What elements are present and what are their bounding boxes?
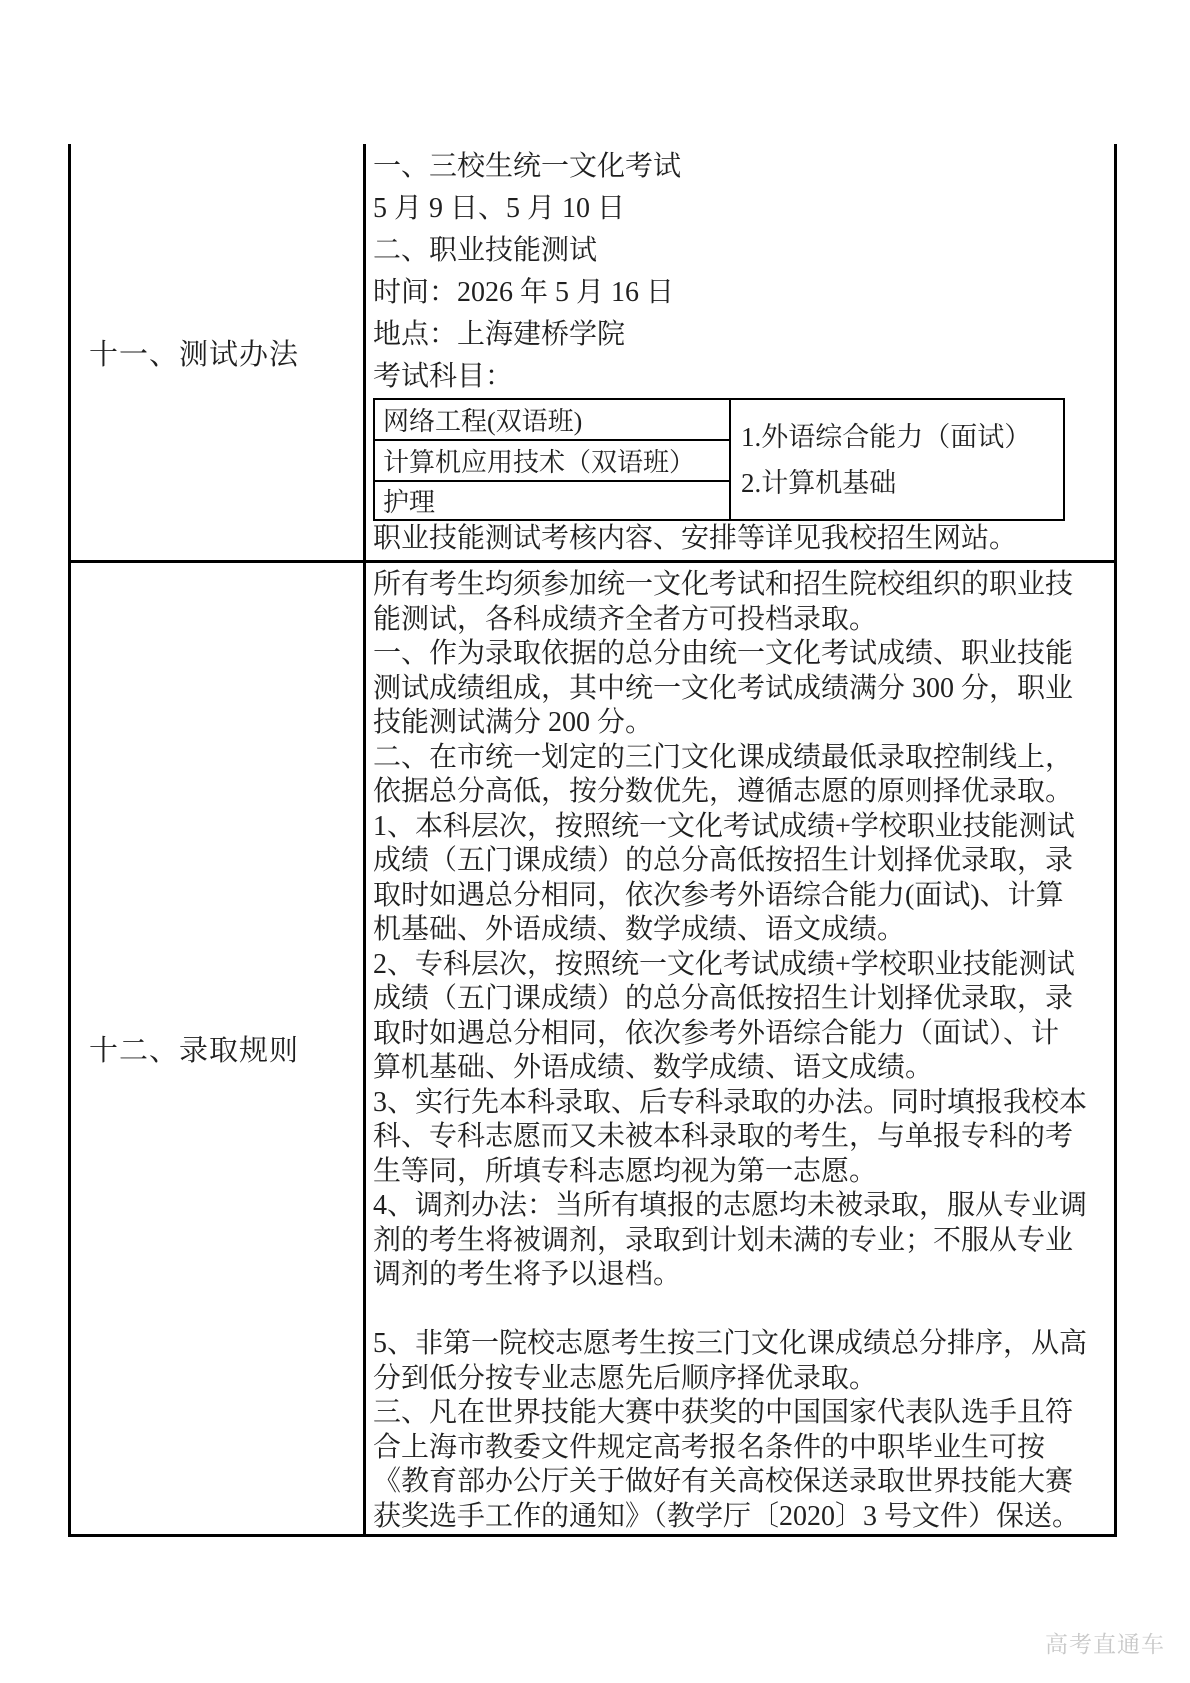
text-line: 算机基础、外语成绩、数学成绩、语文成绩。 [373, 1052, 934, 1083]
row-label-admission-rules: 十二、录取规则 [71, 563, 366, 1534]
text-line: 剂的考生将被调剂，录取到计划未满的专业；不服从专业 [373, 1224, 1074, 1256]
admission-table [68, 144, 1117, 1537]
text-line: 5 月 9 日、5 月 10 日 [373, 193, 626, 224]
text-line: 三、凡在世界技能大赛中获奖的中国国家代表队选手且符 [373, 1397, 1074, 1428]
text-line: 合上海市教委文件规定高考报名条件的中职毕业生可按 [373, 1431, 1046, 1463]
text-line: 时间：2026 年 5 月 16 日 [373, 277, 675, 308]
text-line: 成绩（五门课成绩）的总分高低按招生计划择优录取，录 [373, 845, 1074, 876]
text-line: 测试成绩组成，其中统一文化考试成绩满分 300 分，职业 [373, 672, 1074, 704]
text-line: 3、实行先本科录取、后专科录取的办法。同时填报我校本 [373, 1086, 1088, 1118]
table-row-admission-rules [71, 563, 1114, 1534]
text-line: 2、专科层次，按照统一文化考试成绩+学校职业技能测试 [373, 948, 1075, 980]
text-line: 二、在市统一划定的三门文化课成绩最低录取控制线上， [373, 741, 1074, 773]
text-line: 依据总分高低，按分数优先，遵循志愿的原则择优录取。 [373, 776, 1074, 807]
text-line: 二、职业技能测试 [373, 235, 598, 266]
test-method-note: 职业技能测试考核内容、安排等详见我校招生网站。 [373, 523, 1018, 554]
major-cell: 护理 [383, 488, 436, 517]
major-cell: 计算机应用技术（双语班） [375, 441, 729, 482]
subjects-tests-lines [741, 414, 1063, 506]
watermark: 高考直通车 [1045, 1631, 1165, 1657]
text-line: 科、专科志愿而又未被本科录取的考生，与单报专科的考 [373, 1121, 1074, 1152]
text-line: 机基础、外语成绩、数学成绩、语文成绩。 [373, 914, 906, 945]
text-line: 1、本科层次，按照统一文化考试成绩+学校职业技能测试 [373, 810, 1075, 842]
subjects-table [373, 398, 1065, 521]
subjects-majors-column [375, 400, 731, 519]
major-cell: 网络工程(双语班) [375, 400, 729, 441]
text-line: 取时如遇总分相同，依次参考外语综合能力(面试)、计算 [373, 879, 1064, 911]
text-line: 4、调剂办法：当所有填报的志愿均未被录取，服从专业调 [373, 1190, 1088, 1221]
subjects-tests-cell [731, 400, 1063, 519]
text-line: 生等同，所填专科志愿均视为第一志愿。 [373, 1155, 878, 1187]
text-line: 考试科目： [373, 361, 514, 392]
text-line: 取时如遇总分相同，依次参考外语综合能力（面试）、计 [373, 1017, 1060, 1049]
table-row-test-method [71, 144, 1114, 563]
text-line: 所有考生均须参加统一文化考试和招生院校组织的职业技 [373, 569, 1074, 600]
text-line: 调剂的考生将予以退档。 [373, 1259, 682, 1290]
text-line: 分到低分按专业志愿先后顺序择优录取。 [373, 1362, 878, 1394]
test-line: 1.外语综合能力（面试） [741, 421, 1032, 452]
text-line: 地点：上海建桥学院 [373, 319, 626, 350]
admission-rules-content-cell [366, 563, 1114, 1534]
test-method-lines [373, 146, 1108, 398]
text-line [373, 1293, 1108, 1328]
text-line: 《教育部办公厅关于做好有关高校保送录取世界技能大赛 [373, 1466, 1074, 1497]
text-line: 一、三校生统一文化考试 [373, 151, 682, 182]
test-method-content-cell [366, 144, 1114, 560]
text-line: 获奖选手工作的通知》（教学厅〔2020〕3 号文件）保送。 [373, 1500, 1081, 1532]
text-line: 成绩（五门课成绩）的总分高低按招生计划择优录取，录 [373, 983, 1074, 1014]
text-line: 技能测试满分 200 分。 [373, 707, 654, 738]
text-line: 5、非第一院校志愿考生按三门文化课成绩总分排序，从高 [373, 1328, 1088, 1359]
text-line: 能测试，各科成绩齐全者方可投档录取。 [373, 603, 878, 635]
row-label-test-method: 十一、测试办法 [71, 144, 366, 560]
test-line: 2.计算机基础 [741, 467, 897, 498]
text-line: 一、作为录取依据的总分由统一文化考试成绩、职业技能 [373, 638, 1074, 669]
